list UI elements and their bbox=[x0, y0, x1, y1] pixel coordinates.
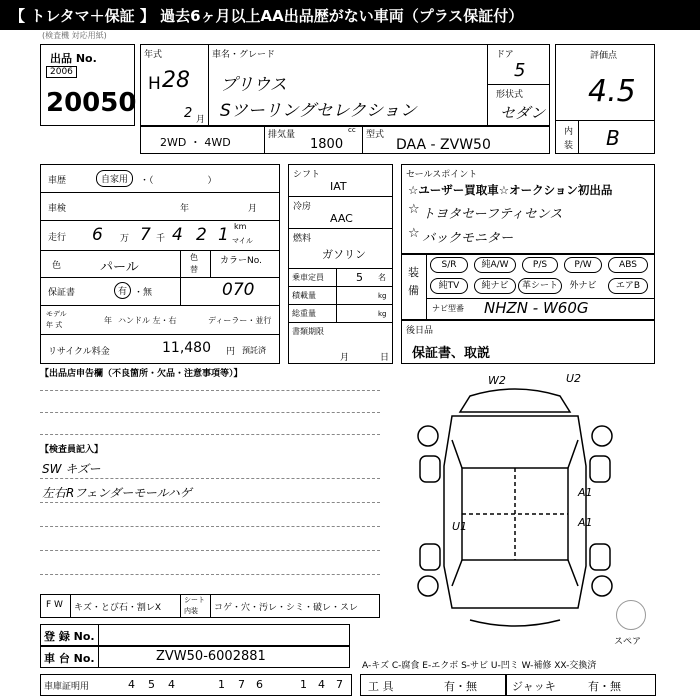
cert-box-8: 4 bbox=[318, 678, 325, 691]
month-value: 2 bbox=[184, 106, 193, 121]
km-unit: km bbox=[234, 222, 247, 231]
navi-model-value: NHZN - W60G bbox=[484, 299, 589, 317]
color-label: 色 bbox=[52, 261, 62, 271]
registration-label: 登 録 No. bbox=[44, 630, 95, 643]
equip-leather-seats: 革シート bbox=[518, 278, 562, 294]
diagram-mark-w2: W2 bbox=[488, 374, 506, 387]
displacement-value: 1800 bbox=[310, 137, 344, 152]
body-label: 形状式 bbox=[496, 90, 524, 100]
equipment-label-2: 備 bbox=[408, 284, 419, 297]
inspection-year-unit: 年 bbox=[180, 204, 190, 214]
docs-month-unit: 月 bbox=[340, 353, 350, 363]
equip-alloy-wheels: 純A/W bbox=[474, 257, 516, 273]
mile-unit: マイル bbox=[232, 237, 253, 245]
fw-label: F W bbox=[46, 600, 63, 610]
load-unit: kg bbox=[378, 292, 387, 300]
equip-power-windows: P/W bbox=[564, 257, 602, 273]
docs-expiry-label: 書類期限 bbox=[292, 327, 324, 336]
tools-label: 工 具 bbox=[368, 680, 394, 693]
history-label: 車歴 bbox=[48, 176, 67, 186]
mileage-label: 走行 bbox=[48, 233, 67, 243]
inspector-note-1: SW キズー bbox=[42, 462, 101, 476]
cert-box-3: 4 bbox=[168, 678, 175, 691]
sales-point-3-mark: ☆ bbox=[408, 226, 420, 241]
displacement-unit: cc bbox=[348, 126, 356, 134]
after-install-label: 後日品 bbox=[406, 326, 434, 336]
equip-abs: ABS bbox=[608, 257, 648, 273]
recycle-value: 11,480 bbox=[162, 340, 211, 356]
shift-label: シフト bbox=[293, 170, 321, 180]
fuel-label: 燃料 bbox=[293, 234, 312, 244]
year-era: H bbox=[148, 74, 161, 94]
interior-label-1: 内 bbox=[564, 127, 574, 137]
color-no-label: カラーNo. bbox=[220, 256, 262, 266]
damage-legend: A-キズ C-腐食 E-エクボ S-サビ U-凹ミ W-補修 XX-交換済 bbox=[362, 661, 597, 671]
seat-label-1: シート bbox=[184, 596, 205, 604]
after-install-value: 保証書、取説 bbox=[412, 346, 491, 361]
model-label: 型式 bbox=[366, 130, 385, 140]
inspection-label: 車検 bbox=[48, 204, 67, 214]
model-year-char: 年 bbox=[104, 316, 112, 325]
fuel-value: ガソリン bbox=[322, 248, 366, 261]
score-value: 4.5 bbox=[588, 74, 636, 109]
usage-rest: ・（ ） bbox=[140, 176, 217, 186]
load-label: 積載量 bbox=[292, 291, 316, 300]
lot-label: 出品 No. bbox=[50, 52, 97, 65]
mileage-sen: 千 bbox=[156, 234, 166, 244]
ac-value: AAC bbox=[330, 212, 353, 225]
name-label: 車名・グレード bbox=[212, 50, 276, 60]
equip-airbags: エアB bbox=[608, 278, 648, 294]
mileage-digit-1: 6 bbox=[92, 225, 103, 245]
banner-text: 【 トレタマ＋保証 】 過去6ヶ月以上AA出品歴がない車両（プラス保証付） bbox=[10, 7, 524, 25]
spare-tire-icon bbox=[616, 600, 646, 630]
jack-value: 有・無 bbox=[588, 680, 621, 693]
diagram-mark-a1-right: A1 bbox=[578, 486, 593, 499]
docs-day-unit: 日 bbox=[380, 353, 390, 363]
body-value: セダン bbox=[500, 104, 546, 122]
chassis-label: 車 台 No. bbox=[44, 652, 95, 665]
year-value: 28 bbox=[162, 68, 190, 93]
score-label: 評価点 bbox=[590, 51, 618, 61]
mileage-digit-3: 4 bbox=[172, 225, 183, 245]
capacity-value: 5 bbox=[356, 271, 363, 284]
sales-point-2: トヨタセーフティセンス bbox=[422, 207, 563, 222]
mileage-man: 万 bbox=[120, 234, 130, 244]
jack-label: ジャッキ bbox=[512, 680, 556, 693]
seller-notes-label: 【出品店申告欄（不良箇所・欠品・注意事項等）】 bbox=[40, 369, 243, 379]
diagram-mark-a1-right-lower: A1 bbox=[578, 516, 593, 529]
car-grade: Sツーリングセレクション bbox=[220, 101, 417, 121]
sales-point-3: バックモニター bbox=[422, 231, 514, 246]
car-name: プリウス bbox=[220, 75, 287, 95]
diagram-roof-top bbox=[460, 389, 570, 412]
equipment-label-1: 装 bbox=[408, 266, 419, 279]
year-label: 年式 bbox=[144, 50, 163, 60]
usage-circled: 自家用 bbox=[96, 170, 133, 187]
cert-box-6: 6 bbox=[256, 678, 263, 691]
doors-value: 5 bbox=[514, 60, 526, 81]
inspector-note-2: 左右Rフェンダーモールハゲ bbox=[42, 486, 192, 500]
sales-point-1: ☆ユーザー買取車☆オークション初出品 bbox=[408, 183, 613, 197]
doors-label: ドア bbox=[496, 50, 514, 60]
spare-label: スペア bbox=[614, 637, 642, 647]
sales-point-2-mark: ☆ bbox=[408, 202, 420, 217]
inspector-label: 【検査員記入】 bbox=[40, 445, 104, 455]
mileage-digit-4: 2 bbox=[196, 225, 207, 245]
diagram-mark-u1-left: U1 bbox=[452, 520, 468, 533]
model-year-label-1: モデル bbox=[46, 310, 67, 318]
equip-power-steering: P/S bbox=[522, 257, 558, 273]
mileage-digit-5: 1 bbox=[218, 225, 229, 245]
cert-box-7: 1 bbox=[300, 678, 307, 691]
drive-type: 2WD ・ 4WD bbox=[160, 136, 231, 149]
recycle-unit: 円 bbox=[226, 347, 236, 357]
tools-value: 有・無 bbox=[444, 680, 477, 693]
inspection-month-unit: 月 bbox=[248, 204, 258, 214]
shift-value: IAT bbox=[330, 180, 347, 193]
warranty-label: 保証書 bbox=[48, 288, 76, 298]
displacement-label: 排気量 bbox=[268, 130, 296, 140]
chassis-value: ZVW50-6002881 bbox=[156, 649, 266, 664]
color-value: パール bbox=[100, 260, 139, 275]
interior-label-2: 装 bbox=[564, 141, 574, 151]
fw-items: キズ・とび石・割レX bbox=[74, 603, 161, 613]
cert-box-5: 7 bbox=[238, 678, 245, 691]
cert-box-1: 4 bbox=[128, 678, 135, 691]
seat-items: コゲ・穴・汚レ・シミ・破レ・スレ bbox=[214, 603, 359, 613]
equip-tv: 純TV bbox=[430, 278, 468, 294]
seat-label-2: 内装 bbox=[184, 607, 198, 615]
warranty-circled: 有 bbox=[114, 282, 131, 299]
garage-cert-label: 車庫証明用 bbox=[44, 682, 90, 692]
equip-sunroof: S/R bbox=[430, 257, 468, 273]
model-value: DAA - ZVW50 bbox=[396, 137, 491, 153]
sales-points-label: セールスポイント bbox=[406, 170, 478, 180]
weight-unit: kg bbox=[378, 310, 387, 318]
warranty-rest: ・無 bbox=[134, 288, 153, 298]
recycle-note: 預託済 bbox=[242, 346, 266, 355]
lot-number: 20050 bbox=[46, 88, 137, 118]
mileage-digit-2: 7 bbox=[140, 225, 151, 245]
repaint-label-2: 替 bbox=[190, 265, 198, 274]
equip-aftermarket-navi: 外ナビ bbox=[569, 281, 597, 291]
capacity-label: 乗車定員 bbox=[292, 273, 324, 282]
car-damage-diagram bbox=[400, 376, 630, 636]
cert-box-4: 1 bbox=[218, 678, 225, 691]
navi-model-label: ナビ型番 bbox=[432, 304, 464, 313]
model-year-label-2: 年 式 bbox=[46, 321, 63, 329]
cert-box-9: 7 bbox=[336, 678, 343, 691]
equip-genuine-navi: 純ナビ bbox=[474, 278, 516, 294]
sub-note: (検査機 対応用紙) bbox=[42, 31, 107, 40]
weight-label: 総重量 bbox=[292, 309, 316, 318]
lot-stamp: 2006 bbox=[46, 66, 77, 78]
diagram-mark-u2: U2 bbox=[566, 372, 582, 385]
month-unit: 月 bbox=[196, 115, 206, 125]
capacity-unit: 名 bbox=[378, 273, 386, 282]
recycle-label: リサイクル料金 bbox=[48, 347, 110, 357]
color-no-value: 070 bbox=[222, 280, 255, 300]
repaint-label-1: 色 bbox=[190, 253, 198, 262]
dealer-label: ディーラー・並行 bbox=[208, 316, 272, 325]
ac-label: 冷房 bbox=[293, 202, 312, 212]
interior-grade: B bbox=[606, 126, 620, 150]
cert-box-2: 5 bbox=[148, 678, 155, 691]
handle-label: ハンドル 左・右 bbox=[118, 316, 177, 325]
